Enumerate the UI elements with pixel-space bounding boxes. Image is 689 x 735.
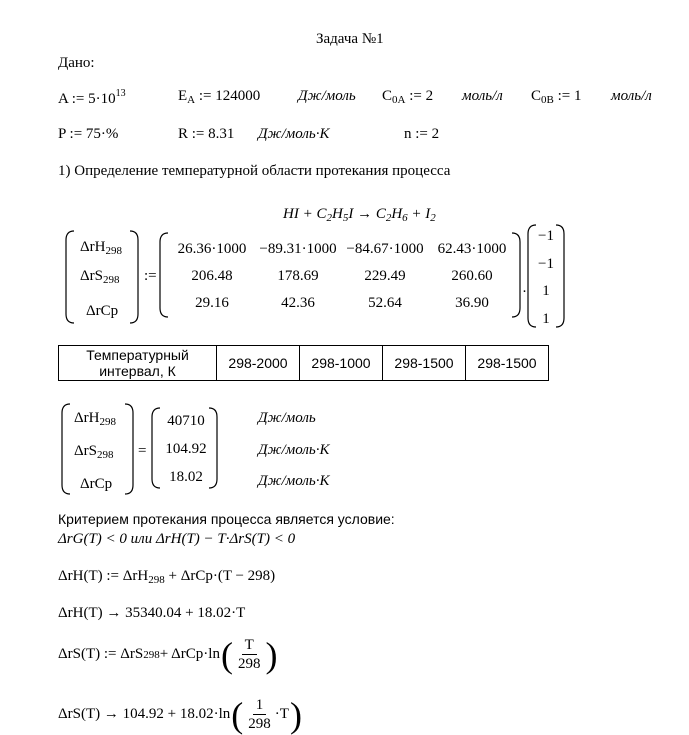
coef-cell: 1 [542, 311, 550, 327]
table-cell: 298-1000 [300, 346, 383, 381]
given-C0A: $C_{0A}$ := 2 [382, 88, 434, 106]
matrix-cell: 229.49 [364, 268, 406, 284]
coef-cell: −1 [538, 256, 554, 272]
given-P: P := 75·% [58, 126, 119, 142]
result-unit: Дж/моль·К [258, 473, 330, 489]
eq-dH-definition: ΔrH(T) := ΔrH$_{298}$ + ΔrCp·(T − 298) [58, 568, 276, 586]
coef-cell: −1 [538, 228, 554, 244]
result-vector-left-bracket [60, 403, 72, 495]
result-value: 40710 [167, 413, 205, 429]
given-R: R := 8.31 [178, 126, 235, 142]
criterion-formula: ΔrG(T) < 0 или ΔrH(T) − T·ΔrS(T) < 0 [58, 531, 296, 547]
result-vector-right-bracket [123, 403, 135, 495]
equals-operator: = [138, 443, 147, 459]
matrix-cell: 260.60 [451, 268, 493, 284]
given-EA: $E_A$ := 124000 [178, 88, 261, 106]
result-unit: Дж/моль [258, 410, 316, 426]
given-C0B-unit: моль/л [611, 88, 652, 104]
vector-dH: ΔrH$_{298}$ [80, 239, 122, 257]
eq-dH-result: ΔrH(T) → 35340.04 + 18.02·T [58, 605, 246, 621]
vector-dS: ΔrS$_{298}$ [80, 268, 120, 286]
table-header-cell: Температурный интервал, К [59, 346, 217, 381]
result-dH-label: ΔrH$_{298}$ [74, 410, 116, 428]
given-n: n := 2 [404, 126, 440, 142]
fraction: $\frac{T}{298}$ [237, 637, 261, 672]
table-cell: 298-1500 [383, 346, 466, 381]
section-heading: 1) Определение температурной области протекания процесса [58, 163, 451, 179]
assign-operator: := [144, 268, 157, 284]
criterion-text: Критерием протекания процесса является условие: [58, 511, 395, 527]
given-EA-unit: Дж/моль [298, 88, 356, 104]
matrix-cell: 52.64 [368, 295, 402, 311]
result-dS-label: ΔrS$_{298}$ [74, 443, 114, 461]
matrix-cell: 29.16 [195, 295, 229, 311]
given-C0A-unit: моль/л [462, 88, 503, 104]
eq-dS-definition: ΔrS(T) := ΔrS 298 + ΔrCp·ln ( $\frac{T}{298}$ ) [58, 634, 278, 675]
table-cell: 298-2000 [217, 346, 300, 381]
matrix-cell: 42.36 [281, 295, 315, 311]
matrix-cell: 206.48 [191, 268, 233, 284]
matrix-cell: −89.31·1000 [259, 241, 337, 257]
matrix-cell: 178.69 [277, 268, 319, 284]
matrix-cell: 62.43·1000 [437, 241, 507, 257]
vector-left-bracket [64, 230, 76, 324]
table-cell: 298-1500 [466, 346, 549, 381]
given-label: Дано: [58, 55, 95, 71]
result-dCp-label: ΔrCp [80, 476, 113, 492]
given-C0B: $C_{0B}$ := 1 [531, 88, 582, 106]
page-title: Задача №1 [316, 31, 384, 47]
coef-cell: 1 [542, 283, 550, 299]
matrix-cell: −84.67·1000 [346, 241, 424, 257]
table-row [59, 346, 549, 381]
given-R-unit: Дж/моль·К [258, 126, 330, 142]
result-unit: Дж/моль·К [258, 442, 330, 458]
given-A: A := $5\cdot 10^{13}$ [58, 88, 126, 107]
temperature-interval-table [58, 345, 549, 381]
result-value: 104.92 [165, 441, 207, 457]
vector-right-bracket [128, 230, 140, 324]
matrix-cell: 36.90 [455, 295, 489, 311]
matrix-dot-operator: · [522, 284, 527, 300]
matrix-cell: 26.36·1000 [177, 241, 247, 257]
result-value: 18.02 [169, 469, 203, 485]
eq-dS-result: ΔrS(T) → 104.92 + 18.02·ln ( $\frac{1}{298}$ ·T ) [58, 694, 302, 735]
vector-dCp: ΔrCp [86, 303, 119, 319]
reaction-equation: HI + $C_2H_5I \to C_2H_6 + I_2$ [283, 206, 436, 224]
fraction: $\frac{1}{298}$ [248, 697, 271, 732]
